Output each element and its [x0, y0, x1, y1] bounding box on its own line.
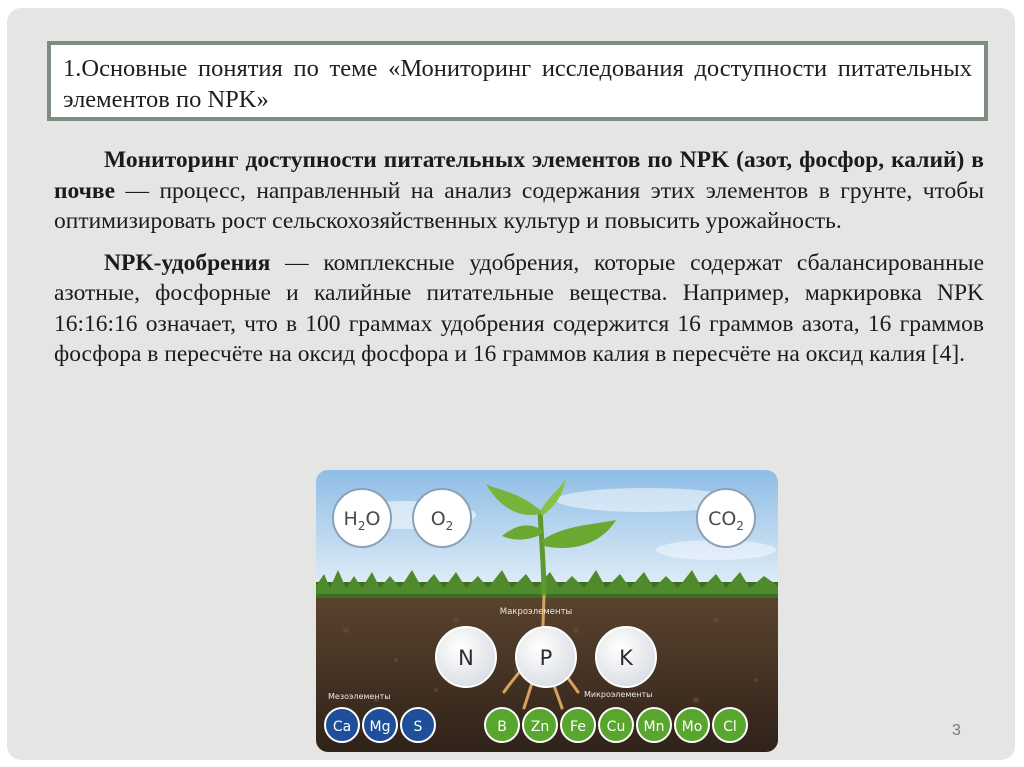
macro-n-element [436, 627, 496, 687]
micro-mo-element [675, 708, 709, 742]
micro-cl-text: Cl [723, 719, 737, 735]
h2o-molecule [333, 489, 391, 547]
micro-zn-element [523, 708, 557, 742]
macro-p-element [516, 627, 576, 687]
meso-ca-element [325, 708, 359, 742]
paragraph-monitoring-term: Мониторинг доступности питательных элементов по NPK (азот, фосфор, калий) в почве [54, 147, 984, 204]
paragraph-npk-term: NPK-удобрения [104, 249, 271, 276]
micro-fe-element [561, 708, 595, 742]
co2-main: CO [708, 508, 737, 530]
micro-label: Микроэлементы [584, 690, 653, 699]
h2o-main: H [343, 508, 358, 530]
plant-nutrients-illustration [316, 470, 778, 752]
meso-label: Мезоэлементы [328, 692, 391, 701]
o2-sub: 2 [445, 519, 454, 533]
page-number: 3 [952, 722, 961, 739]
micro-b-text: B [497, 719, 507, 735]
macro-n-text: N [458, 646, 474, 670]
macro-k-element [596, 627, 656, 687]
o2-molecule [413, 489, 471, 547]
paragraph-monitoring-definition: — процесс, направленный на анализ содержания этих элементов в грунте, чтобы оптимизировать рост сельскохозяйственных культур и повысить урожайность. [54, 177, 984, 234]
meso-s-element [401, 708, 435, 742]
paragraph-npk-fertilizers [54, 248, 984, 370]
h2o-sub: 2 [357, 519, 366, 533]
meso-mg-element [363, 708, 397, 742]
micro-cl-element [713, 708, 747, 742]
micro-zn-text: Zn [530, 719, 550, 735]
slide-title [47, 41, 988, 121]
o2-main: O [430, 508, 446, 530]
meso-mg-text: Mg [369, 719, 391, 735]
micro-cu-text: Cu [606, 719, 626, 735]
micro-mn-element [637, 708, 671, 742]
slide-title-text: 1.Основные понятия по теме «Мониторинг исследования доступности питательных элементов по NPK» [63, 55, 972, 113]
macro-k-text: K [619, 646, 633, 670]
meso-s-text: S [413, 719, 423, 735]
co2-molecule [697, 489, 755, 547]
micro-b-element [485, 708, 519, 742]
micro-fe-text: Fe [570, 719, 586, 735]
slide-body [54, 145, 984, 381]
co2-sub: 2 [736, 519, 744, 533]
micro-mn-text: Mn [643, 719, 665, 735]
h2o-tail: O [365, 508, 381, 530]
micro-cu-element [599, 708, 633, 742]
micro-mo-text: Mo [681, 719, 703, 735]
meso-ca-text: Ca [332, 719, 352, 735]
paragraph-monitoring [54, 145, 984, 237]
paragraph-npk-definition: — комплексные удобрения, которые содержат сбалансированные азотные, фосфорные и калийные питательные вещества. Например, маркировка NPK 16:16:16 означает, что в 100 граммах удобрения содержится 16 граммов азота, 16 граммов фосфора в пересчёте на оксид фосфора и 16 граммов калия в пересчёте на оксид калия [4]. [54, 249, 984, 367]
macro-p-text: P [539, 646, 553, 670]
macro-label: Макроэлементы [499, 607, 573, 617]
